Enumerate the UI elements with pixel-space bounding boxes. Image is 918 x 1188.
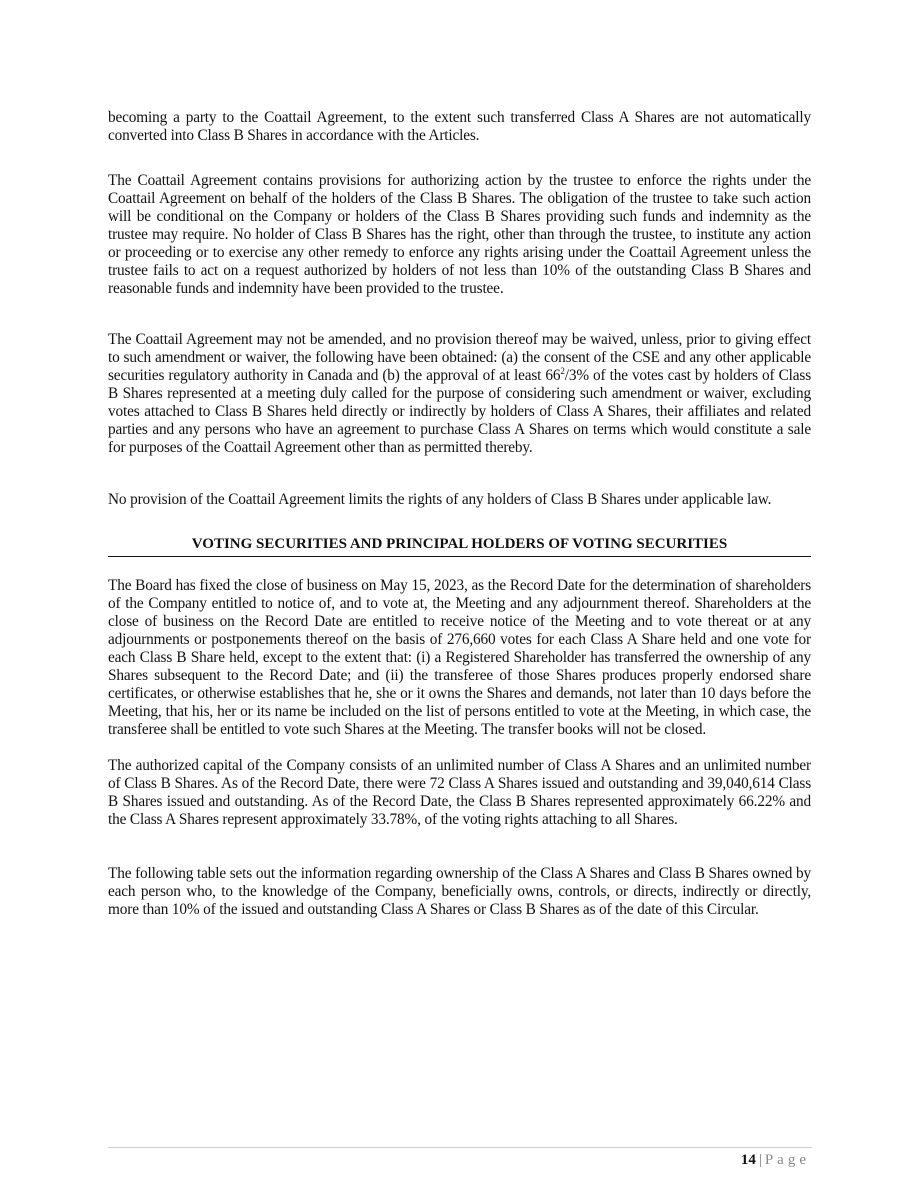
paragraph-coattail-transfer: becoming a party to the Coattail Agreement, to the extent such transferred Class A Shares are not automatically converted into Class B Shares in accordance with the Articles. (108, 109, 811, 144)
paragraph-trustee-enforcement: The Coattail Agreement contains provisions for authorizing action by the trustee to enforce the rights under the Coattail Agreement on behalf of the holders of the Class B Shares. The obligation of the trustee to take such action will be conditional on the Company or holders of the Class B Shares providing such funds and indemnity as the trustee may require. No holder of Class B Shares has the right, other than through the trustee, to institute any action or proceeding or to exercise any other remedy to enforce any rights arising under the Coattail Agreement unless the trustee fails to act on a request authorized by holders of not less than 10% of the outstanding Class B Shares and reasonable funds and indemnity have been provided to the trustee. (108, 172, 811, 297)
amendment-text-2: /3% of the votes cast by holders of Class B Shares represented at a meeting duly called for the purpose of considering such amendment or waiver, excluding votes attached to Class B Shares held directly or indirectly by holders of Class A Shares, their affiliates and related parties and any persons who have an agreement to purchase Class A Shares on terms which would constitute a sale for purposes of the Coattail Agreement other than as permitted thereby. (108, 367, 812, 456)
footer-separator: | (758, 1152, 762, 1168)
paragraph-rights: No provision of the Coattail Agreement limits the rights of any holders of Class B Shares under applicable law. (108, 491, 772, 508)
amendment-text-1: The Coattail Agreement may not be amended, and no provision thereof may be waived, unless, prior to giving effect to such amendment or waiver, the following have been obtained: (a) the consent of the CSE and any other applicable securities regulatory authority in Canada and (b) the approval of at least 66 (108, 331, 811, 384)
section-heading: VOTING SECURITIES AND PRINCIPAL HOLDERS OF VOTING SECURITIES (108, 536, 811, 557)
page-label: Page (764, 1152, 810, 1168)
amendment-superscript: 2 (560, 365, 565, 376)
footer-divider (108, 1147, 812, 1148)
paragraph-record-date: The Board has fixed the close of business on May 15, 2023, as the Record Date for the determination of shareholders of the Company entitled to notice of, and to vote at, the Meeting and any adjournment thereof. Shareholders at the close of business on the Record Date are entitled to receive notice of the Meeting and to vote thereat or at any adjournments or postponements thereof on the basis of 276,660 votes for each Class A Share held and one vote for each Class B Share held, except to the extent that: (i) a Registered Shareholder has transferred the ownership of any Shares subsequent to the Record Date; and (ii) the transferee of those Shares produces properly endorsed share certificates, or otherwise establishes that he, she or it owns the Shares and demands, not later than 10 days before the Meeting, that his, her or its name be included on the list of persons entitled to vote at the Meeting, in which case, the transferee shall be entitled to vote such Shares at the Meeting. The transfer books will not be closed. (108, 577, 811, 738)
page-footer (741, 1152, 810, 1169)
page-number: 14 (740, 1152, 756, 1168)
paragraph-ownership-table-intro: The following table sets out the information regarding ownership of the Class A Shares and Class B Shares owned by each person who, to the knowledge of the Company, beneficially owns, controls, or directs, indirectly or directly, more than 10% of the issued and outstanding Class A Shares or Class B Shares as of the date of this Circular. (108, 865, 811, 918)
paragraph-amendment (108, 331, 811, 457)
paragraph-authorized-capital: The authorized capital of the Company consists of an unlimited number of Class A Shares and an unlimited number of Class B Shares. As of the Record Date, there were 72 Class A Shares issued and outstanding and 39,040,614 Class B Shares issued and outstanding. As of the Record Date, the Class B Shares represented approximately 66.22% and the Class A Shares represent approximately 33.78%, of the voting rights attaching to all Shares. (108, 757, 811, 828)
